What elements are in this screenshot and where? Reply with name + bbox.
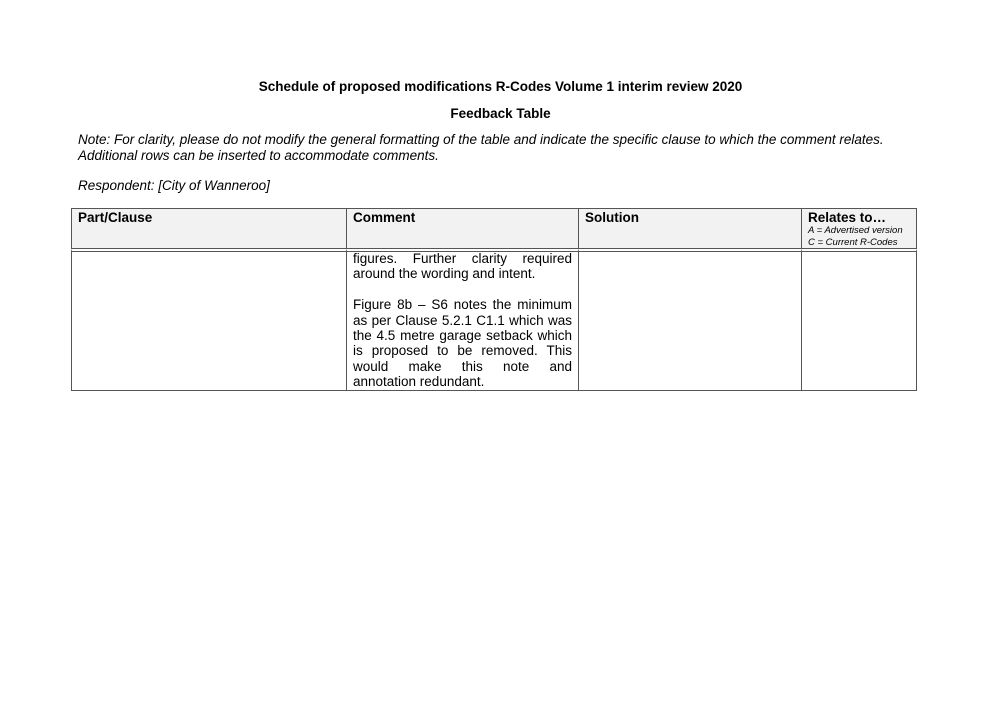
document-title: Schedule of proposed modifications R-Codes Volume 1 interim review 2020 [258,79,743,94]
note-line-1: Note: For clarity, please do not modify the general formatting of the table and indicate the specific clause to which the comment relates. [78,132,884,147]
comment-paragraph-2: Figure 8b – S6 notes the minimum as per Clause 5.2.1 C1.1 which was the 4.5 metre garage setback which is proposed to be removed. This would make this note and annotation redundant. [353,297,572,390]
respondent-line: Respondent: [City of Wanneroo] [78,178,270,193]
document-subtitle: Feedback Table [450,106,551,121]
relates-to-legend-c: C = Current R-Codes [808,236,898,248]
header-relates-to-label: Relates to… [808,210,887,225]
cell-part-clause[interactable] [71,249,346,391]
instruction-note [78,132,938,163]
note-line-2: Additional rows can be inserted to accommodate comments. [78,147,439,163]
header-relates-to [801,208,917,249]
table-row [71,249,917,391]
header-solution [578,208,801,249]
header-part-clause-label: Part/Clause [78,210,153,225]
comment-paragraph-1: figures. Further clarity required around the wording and intent. [353,251,572,282]
cell-solution[interactable] [578,249,801,391]
header-comment-label: Comment [353,210,416,225]
header-solution-label: Solution [585,210,639,225]
header-comment [346,208,578,249]
table-header-row [71,208,917,249]
relates-to-legend-a: A = Advertised version [808,225,903,236]
cell-relates-to[interactable] [801,249,917,391]
cell-comment[interactable] [346,249,578,391]
feedback-table [71,208,917,391]
header-part-clause [71,208,346,249]
